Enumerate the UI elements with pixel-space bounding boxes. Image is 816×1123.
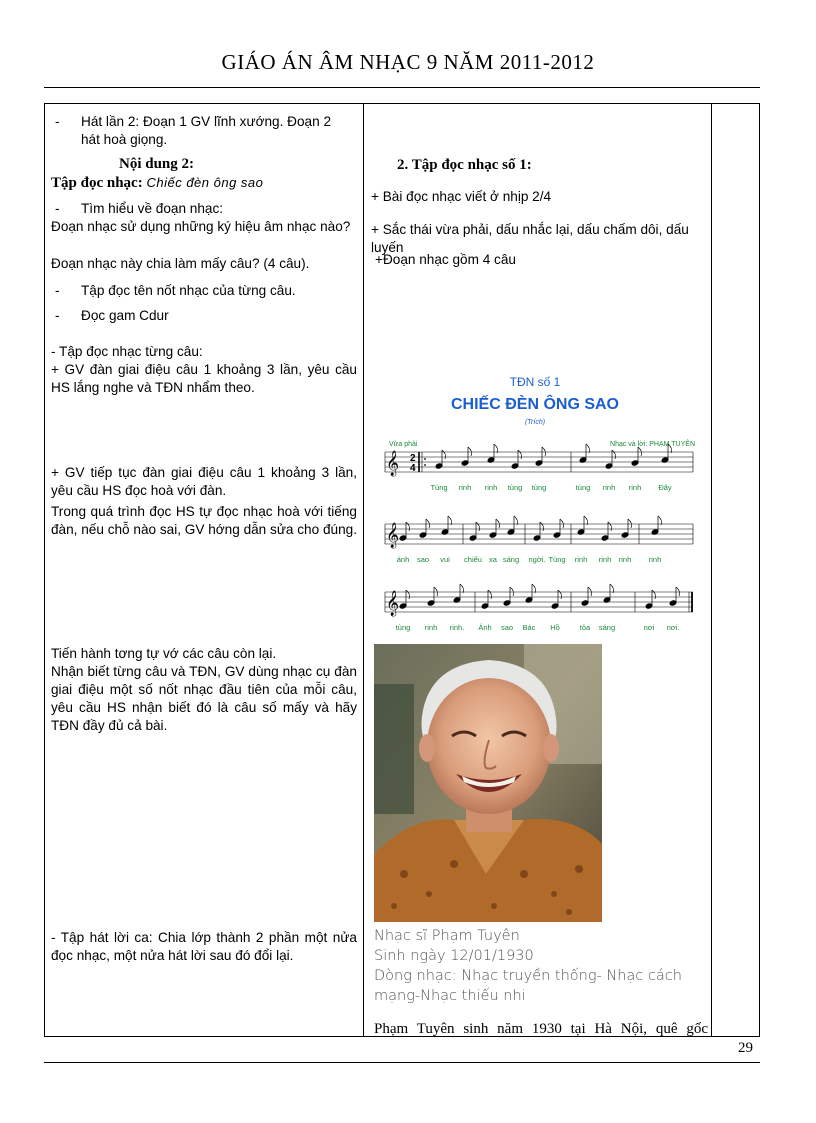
- tim-hieu: - Tìm hiểu về đoạn nhạc:: [81, 200, 361, 218]
- noi-dung-heading: Nội dung 2:: [119, 156, 195, 172]
- lyric-syllable: rinh: [424, 623, 438, 632]
- lyric-syllable: tùng: [531, 483, 547, 492]
- item-hat-lan-2-line1: - Hát lần 2: Đoạn 1 GV lĩnh xướng. Đoạn 2: [81, 114, 332, 129]
- lesson-table: [44, 103, 760, 1037]
- lyric-syllable: rinh.: [449, 623, 465, 632]
- lyric-syllable: tùng: [575, 483, 591, 492]
- column-divider-1: [363, 104, 364, 1036]
- page-header-title: GIÁO ÁN ÂM NHẠC 9 NĂM 2011-2012: [221, 50, 595, 74]
- composer-portrait: [374, 644, 602, 922]
- tien-hanh: Tiến hành tơng tự vớ các câu còn lại.: [51, 646, 277, 661]
- lyric-syllable: rinh: [574, 555, 588, 564]
- point-sac-thai: + Sắc thái vừa phải, dấu nhắc lại, dấu chấm dôi, dấu luyến: [371, 222, 689, 255]
- nhan-biet: Nhận biết từng câu và TĐN, GV dùng nhạc cụ đàn giai điệu một số nốt nhạc đầu tiên của mỗi câu, yêu cầu HS nhận biết đó là câu số mấy và hãy TĐN đầy đủ cả bài.: [51, 664, 357, 733]
- point-cau: +Đoạn nhạc gồm 4 câu: [375, 252, 516, 267]
- lyric-syllable: Đây: [658, 483, 672, 492]
- treble-clef-icon: 𝄞: [386, 522, 400, 547]
- lyric-syllable: nơi: [643, 623, 655, 632]
- lyric-syllable: ánh: [396, 555, 410, 564]
- time-top: 2: [410, 453, 416, 464]
- lyric-syllable: Tùng: [430, 483, 448, 492]
- caption-born: Sinh ngày 12/01/1930: [374, 948, 534, 964]
- lyric-syllable: rinh: [648, 555, 662, 564]
- score-author: Nhạc và lời: PHẠM TUYÊN: [610, 441, 695, 448]
- doc-gam: - Đọc gam Cdur: [81, 307, 361, 325]
- question-ky-hieu: Đoạn nhạc sử dụng những ký hiệu âm nhạc nào?: [51, 219, 351, 234]
- bio-start: Phạm Tuyên sinh năm 1930 tại Hà Nội, quê gốc: [374, 1021, 708, 1037]
- trong-qua-trinh: Trong quá trình đọc HS tự đọc nhạc hoà với tiếng đàn, nếu chỗ nào sai, GV hớng dẫn sửa cho đúng.: [51, 504, 357, 537]
- lyric-syllable: tùng: [395, 623, 411, 632]
- gv-dan-2: + GV tiếp tục đàn giai điệu câu 1 khoảng 3 lần, yêu cầu HS đọc hoà với đàn.: [51, 465, 357, 498]
- lyric-syllable: rinh: [458, 483, 472, 492]
- item-hat-lan-2-line2: hát hoà giọng.: [81, 132, 168, 147]
- tap-doc-label: Tập đọc nhạc:: [51, 175, 143, 191]
- lyric-syllable: rinh: [618, 555, 632, 564]
- header-rule: [44, 87, 760, 88]
- score-title: CHIẾC ĐÈN ÔNG SAO: [450, 396, 620, 413]
- score-trich: (Trích): [524, 419, 546, 426]
- lyric-syllable: tùng: [507, 483, 523, 492]
- gv-dan-1: + GV đàn giai điệu câu 1 khoảng 3 lần, yêu cầu HS lắng nghe và TĐN nhẩm theo.: [51, 362, 357, 395]
- score-tdn: TĐN số 1: [509, 375, 561, 389]
- lyric-syllable: rinh: [484, 483, 498, 492]
- treble-clef-icon: 𝄞: [386, 590, 400, 615]
- tap-doc-title: Chiếc đèn ông sao: [146, 175, 264, 190]
- question-may-cau: Đoạn nhạc này chia làm mấy câu? (4 câu).: [51, 256, 310, 271]
- tap-doc-ten-not: - Tập đọc tên nốt nhạc của từng câu.: [81, 282, 361, 300]
- caption-genre: Dòng nhạc: Nhạc truyền thống- Nhạc cách mạng-Nhạc thiếu nhi: [374, 968, 682, 1004]
- column-divider-2: [711, 104, 712, 1036]
- lyric-syllable: sao: [416, 555, 430, 564]
- time-bottom: 4: [410, 463, 416, 474]
- page-number: 29: [738, 1040, 753, 1056]
- caption-name: Nhạc sĩ Phạm Tuyên: [374, 928, 520, 944]
- footer-rule: [44, 1062, 760, 1063]
- lyric-syllable: xa: [489, 555, 497, 564]
- music-score: [375, 366, 707, 648]
- lyric-syllable: Ánh: [478, 623, 492, 632]
- lyric-syllable: rinh: [598, 555, 612, 564]
- lyric-syllable: vui: [440, 555, 450, 564]
- lyric-syllable: Bác: [522, 623, 536, 632]
- item-hat-lan-2: [81, 113, 361, 149]
- tdn-tung-cau: - Tập đọc nhạc từng câu:: [51, 344, 203, 359]
- lyric-syllable: sao: [500, 623, 514, 632]
- lyric-syllable: rinh: [628, 483, 642, 492]
- tap-hat-loi-ca: - Tập hát lời ca: Chia lớp thành 2 phần một nửa đọc nhạc, một nửa hát lời sau đó đổi lại.: [51, 930, 357, 963]
- lyric-syllable: Tùng: [548, 555, 566, 564]
- score-tempo: Vừa phải: [389, 441, 418, 448]
- lyric-syllable: sáng: [502, 555, 520, 564]
- lyric-syllable: ngời.: [528, 555, 546, 564]
- tdn-heading: 2. Tập đọc nhạc số 1:: [397, 157, 532, 173]
- lyric-syllable: Hồ: [550, 623, 560, 632]
- lyric-syllable: nơi.: [666, 623, 680, 632]
- lyric-syllable: rinh: [602, 483, 616, 492]
- lyric-syllable: tỏa: [579, 623, 591, 632]
- treble-clef-icon: 𝄞: [386, 450, 400, 475]
- tap-doc-nhac-line: [51, 174, 357, 192]
- lyric-syllable: sáng: [598, 623, 616, 632]
- point-nhip: + Bài đọc nhạc viết ở nhịp 2/4: [371, 189, 552, 204]
- lyric-syllable: chiếu: [464, 555, 482, 564]
